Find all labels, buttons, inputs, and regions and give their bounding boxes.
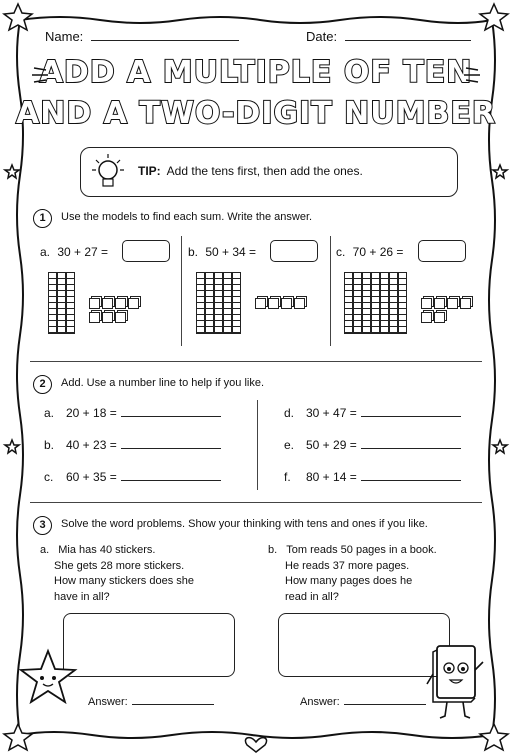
book-character-icon [425, 640, 487, 724]
ones-cube [434, 298, 445, 309]
equation[interactable] [44, 470, 221, 484]
name-label: Name: [45, 29, 84, 44]
answer-blank[interactable] [361, 470, 461, 481]
problem-line: How many stickers does she [54, 575, 194, 587]
equation[interactable] [284, 406, 461, 420]
answer-label: Answer: [88, 696, 128, 708]
sparkle-right-icon [452, 60, 482, 90]
section-3-number: 3 [33, 516, 52, 535]
tens-rod [66, 272, 75, 334]
tens-rod [214, 272, 223, 334]
ones-cube [115, 312, 126, 323]
word-problem-a [40, 543, 194, 605]
problem-expression [336, 245, 403, 259]
tens-rod [57, 272, 66, 334]
answer-box[interactable] [418, 240, 466, 262]
lightbulb-icon [88, 150, 128, 192]
problem-line: read in all? [285, 590, 339, 603]
equation[interactable] [284, 470, 461, 484]
equation[interactable] [44, 438, 221, 452]
answer-b[interactable] [300, 695, 426, 708]
ones-cube [89, 312, 100, 323]
problem-text: 20 + 18 = [66, 406, 117, 420]
problem-letter: c. [44, 470, 54, 484]
answer-label: Answer: [300, 696, 340, 708]
tens-rod [353, 272, 362, 334]
tip-text-row [138, 164, 363, 178]
problem-letter: a. [40, 245, 51, 259]
tens-rod [196, 272, 205, 334]
section-1-number: 1 [33, 209, 52, 228]
problem-letter: b. [44, 438, 55, 452]
tens-rod [389, 272, 398, 334]
tens-rod [48, 272, 57, 334]
ones-cube [281, 298, 292, 309]
problem-letter: c. [336, 245, 346, 259]
equation[interactable] [284, 438, 461, 452]
problem-line: Mia has 40 stickers. [58, 544, 156, 556]
sparkle-left-icon [30, 60, 60, 90]
tens-rod [344, 272, 353, 334]
answer-blank[interactable] [121, 470, 221, 481]
tens-rod [223, 272, 232, 334]
date-label: Date: [306, 29, 338, 44]
word-problem-b [268, 543, 437, 605]
problem-letter: a. [44, 406, 55, 420]
problem-letter: a. [40, 544, 50, 556]
equation[interactable] [44, 406, 221, 420]
problem-text: 80 + 14 = [306, 470, 357, 484]
heart-icon [245, 738, 266, 752]
answer-blank[interactable] [361, 406, 461, 417]
problem-line: have in all? [54, 590, 110, 603]
tip-text: Add the tens first, then add the ones. [166, 164, 363, 178]
work-box-a[interactable] [63, 613, 235, 677]
title-line-2: AND A TWO-DIGIT NUMBER [16, 96, 496, 131]
tens-rod [205, 272, 214, 334]
ones-cube [421, 298, 432, 309]
date-field[interactable] [306, 28, 471, 44]
section-2-number: 2 [33, 375, 52, 394]
section-divider [30, 502, 482, 503]
section-3-instruction: Solve the word problems. Show your thinking with tens and ones if you like. [61, 518, 428, 530]
tens-rod [398, 272, 407, 334]
tip-label: TIP: [138, 164, 161, 178]
ones-cube [102, 312, 113, 323]
divider [330, 236, 331, 346]
tens-rod [232, 272, 241, 334]
ones-cube [128, 298, 139, 309]
problem-line: He reads 37 more pages. [285, 559, 410, 572]
problem-text: 50 + 29 = [306, 438, 357, 452]
answer-box[interactable] [270, 240, 318, 262]
tens-rod [380, 272, 389, 334]
answer-blank[interactable] [121, 406, 221, 417]
answer-box[interactable] [122, 240, 170, 262]
problem-line: She gets 28 more stickers. [54, 559, 185, 572]
ones-cube [447, 298, 458, 309]
star-character-icon [18, 648, 78, 708]
tens-rod [371, 272, 380, 334]
problem-text: 60 + 35 = [66, 470, 117, 484]
section-2-instruction: Add. Use a number line to help if you like. [61, 377, 265, 389]
ones-cube [421, 312, 432, 323]
problem-text: 50 + 34 = [202, 245, 257, 259]
ones-cube [294, 298, 305, 309]
divider [181, 236, 182, 346]
ones-cube [460, 298, 471, 309]
problem-letter: e. [284, 438, 295, 452]
tens-rod [362, 272, 371, 334]
problem-letter: d. [284, 406, 295, 420]
problem-letter: b. [268, 544, 278, 556]
problem-expression [188, 245, 256, 259]
ones-cube [434, 312, 445, 323]
problem-text: 70 + 26 = [349, 245, 404, 259]
ones-cube [89, 298, 100, 309]
ones-cube [115, 298, 126, 309]
answer-a[interactable] [88, 695, 214, 708]
section-divider [30, 361, 482, 362]
problem-letter: f. [284, 470, 291, 484]
problem-line: Tom reads 50 pages in a book. [286, 544, 437, 556]
ones-cube [268, 298, 279, 309]
problem-text: 30 + 47 = [306, 406, 357, 420]
problem-line: How many pages does he [285, 575, 413, 587]
ones-cube [102, 298, 113, 309]
section-1-instruction: Use the models to find each sum. Write the answer. [61, 211, 313, 223]
problem-expression [40, 245, 108, 259]
title-line-1: ADD A MULTIPLE OF TEN [39, 55, 473, 90]
answer-blank[interactable] [121, 438, 221, 449]
answer-blank[interactable] [361, 438, 461, 449]
divider [257, 400, 258, 490]
problem-text: 40 + 23 = [66, 438, 117, 452]
ones-cube [255, 298, 266, 309]
problem-letter: b. [188, 245, 199, 259]
problem-text: 30 + 27 = [54, 245, 109, 259]
name-field[interactable] [45, 28, 239, 44]
